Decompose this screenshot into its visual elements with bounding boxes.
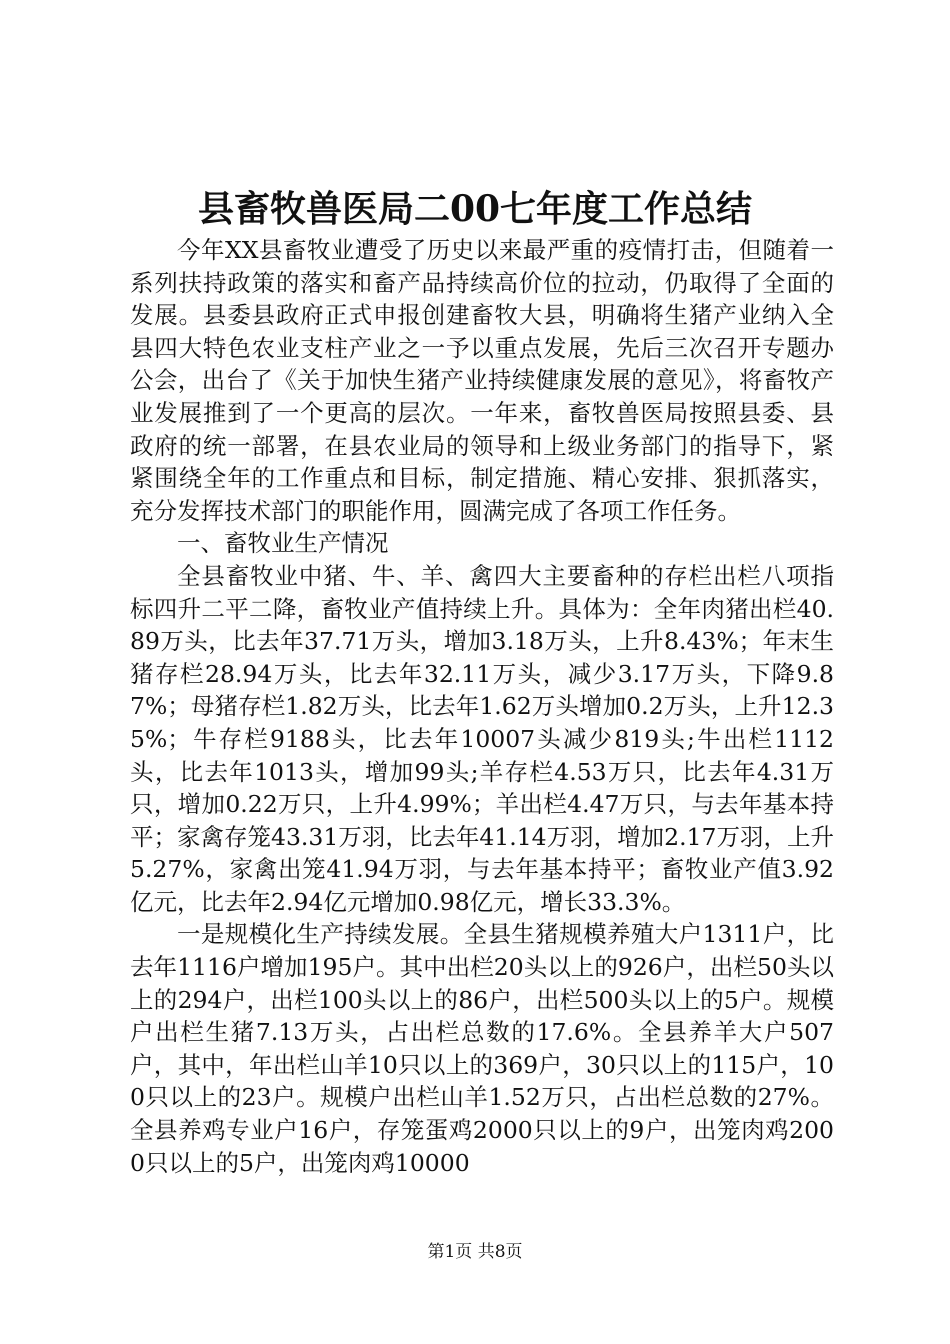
paragraph-intro: 今年XX县畜牧业遭受了历史以来最严重的疫情打击，但随着一系列扶持政策的落实和畜产品持续高价位的拉动，仍取得了全面的发展。县委县政府正式申报创建畜牧大县，明确将生猪产业纳入全县四大特色农业支柱产业之一予以重点发展，先后三次召开专题办公会，出台了《关于加快生猪产业持续健康发展的意见》，将畜牧产业发展推到了一个更高的层次。一年来，畜牧兽医局按照县委、县政府的统一部署，在县农业局的领导和上级业务部门的指导下，紧紧围绕全年的工作重点和目标，制定措施、精心安排、狠抓落实，充分发挥技术部门的职能作用，圆满完成了各项工作任务。 — [130, 236, 834, 525]
document-title: 县畜牧兽医局二00七年度工作总结 — [197, 188, 753, 230]
page-footer: 第1页 共8页 — [427, 1242, 523, 1262]
paragraph-production-stats: 全县畜牧业中猪、牛、羊、禽四大主要畜种的存栏出栏八项指标四升二平二降，畜牧业产值持续上升。具体为：全年肉猪出栏40.89万头，比去年37.71万头，增加3.18万头，上升8.43%；年末生猪存栏28.94万头，比去年32.11万头，减少3.17万头，下降9.87%；母猪存栏1.82万头，比去年1.62万头增加0.2万头，上升12.35%；牛存栏9188头，比去年10007头减少819头;牛出栏1112头，比去年1013头，增加99头;羊存栏4.53万只，比去年4.31万只，增加0.22万只，上升4.99%；羊出栏4.47万只，与去年基本持平；家禽存笼43.31万羽，比去年41.14万羽，增加2.17万羽，上升5.27%，家禽出笼41.94万羽，与去年基本持平；畜牧业产值3.92亿元，比去年2.94亿元增加0.98亿元，增长33.3%。 — [130, 561, 834, 916]
document-body — [130, 234, 834, 1179]
section-heading-production: 一、畜牧业生产情况 — [177, 529, 389, 558]
paragraph-scale-production: 一是规模化生产持续发展。全县生猪规模养殖大户1311户，比去年1116户增加195户。其中出栏20头以上的926户，出栏50头以上的294户，出栏100头以上的86户，出栏500头以上的5户。规模户出栏生猪7.13万头，占出栏总数的17.6%。全县养羊大户507户，其中，年出栏山羊10只以上的369户，30只以上的115户，100只以上的23户。规模户出栏山羊1.52万只，占出栏总数的27%。全县养鸡专业户16户，存笼蛋鸡2000只以上的9户，出笼肉鸡2000只以上的5户，出笼肉鸡10000 — [130, 920, 834, 1177]
